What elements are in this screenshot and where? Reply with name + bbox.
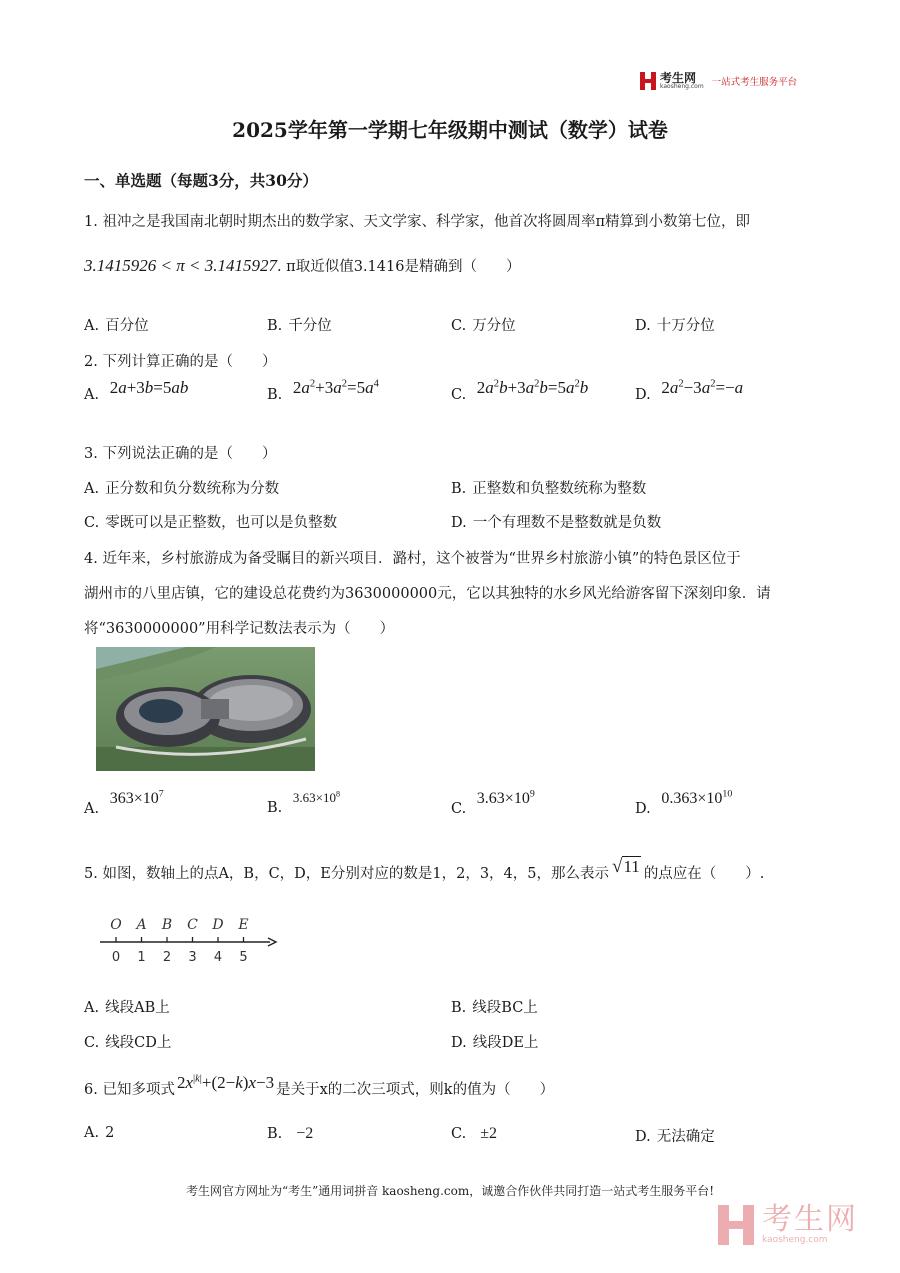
q4-option-a[interactable]: A. $363\times 10^7$ (84, 788, 164, 817)
q6-option-a[interactable]: A. 2 (84, 1125, 115, 1141)
q3-option-c[interactable]: C. 零既可以是正整数，也可以是负整数 (84, 515, 338, 531)
q1-option-a[interactable]: A. 百分位 (84, 318, 149, 334)
axis-number-label: 2 (162, 950, 172, 965)
axis-point-letter: C (187, 917, 198, 933)
q2-option-d[interactable]: D. $2a^2-3a^2=-a$ (635, 378, 744, 403)
q1-text2: . π取近似值3.1416是精确到（ ） (276, 259, 521, 275)
q1-line2 (84, 255, 520, 276)
logo-tagline: 一站式考生服务平台 (711, 77, 798, 88)
axis-point-letter: D (212, 917, 224, 933)
q2-text: 2. 下列计算正确的是（ ） (84, 354, 277, 370)
page-title: 2025学年第一学期七年级期中测试（数学）试卷 (232, 118, 668, 142)
q3-option-a[interactable]: A. 正分数和负分数统称为分数 (84, 481, 280, 497)
axis-point-letter: E (238, 917, 249, 933)
q1-text: 1. 祖冲之是我国南北朝时期杰出的数学家、天文学家、科学家，他首次将圆周率π精算到小数第七位，即 (84, 214, 750, 230)
q4-option-d[interactable]: D. $0.363\times 10^{10}$ (635, 788, 733, 817)
watermark (718, 1202, 858, 1245)
q1-math: 3.1415926 < π < 3.1415927 (84, 256, 277, 275)
axis-number-label: 5 (239, 950, 248, 965)
q5-option-d[interactable]: D. 线段DE上 (451, 1035, 539, 1051)
kaosheng-logo-icon (640, 72, 656, 90)
q5-text: 5. 如图，数轴上的点A，B，C，D，E分别对应的数是1，2，3，4，5，那么表示 √11 的点应在（ ）. (84, 856, 765, 882)
q1-option-c[interactable]: C. 万分位 (451, 318, 516, 334)
logo-name: 考生网 (660, 71, 697, 85)
watermark-domain: kaosheng.com (762, 1235, 828, 1245)
q1-option-b[interactable]: B. 千分位 (267, 318, 332, 334)
q6-text: 6. 已知多项式 $2x^{|k|}+(2-k)x-3$ 是关于x的二次三项式，则k的值为（ ） (84, 1073, 555, 1098)
axis-point-letter: O (110, 917, 122, 933)
q2-option-b[interactable]: B. $2a^2+3a^2=5a^4$ (267, 378, 379, 403)
q4-line1: 4. 近年来，乡村旅游成为备受瞩目的新兴项目．潞村，这个被誉为“世界乡村旅游小镇”的特色景区位于 (84, 551, 741, 567)
logo-domain: kaosheng.com (660, 83, 704, 90)
q1-option-d[interactable]: D. 十万分位 (635, 318, 715, 334)
axis-number-label: 3 (188, 950, 197, 965)
q4-option-c[interactable]: C. $3.63\times 10^9$ (451, 788, 535, 817)
q6-option-b[interactable]: B. −2 (267, 1125, 314, 1142)
number-line (96, 910, 286, 970)
aerial-photo (96, 647, 315, 771)
header-logo (640, 72, 797, 90)
q4-line3: 将“3630000000”用科学记数法表示为（ ） (84, 621, 395, 637)
q5-option-b[interactable]: B. 线段BC上 (451, 1000, 538, 1016)
q3-option-d[interactable]: D. 一个有理数不是整数就是负数 (451, 515, 662, 531)
q5-radicand: 11 (623, 857, 640, 876)
axis-point-letter: A (136, 917, 147, 933)
q4-line2: 湖州市的八里店镇，它的建设总花费约为3630000000元，它以其独特的水乡风光给游客留下深刻印象．请 (84, 586, 771, 602)
q6-option-d[interactable]: D. 无法确定 (635, 1129, 715, 1145)
axis-number-label: 1 (137, 950, 146, 965)
q3-option-b[interactable]: B. 正整数和负整数统称为整数 (451, 481, 647, 497)
watermark-text: 考生网 (762, 1202, 858, 1237)
axis-point-letter: B (161, 917, 173, 933)
q4-option-b[interactable]: B. $3.63\times 10^8$ (267, 789, 340, 816)
axis-number-label: 4 (213, 950, 223, 965)
q6-option-c[interactable]: C. ±2 (451, 1125, 497, 1142)
q5-option-c[interactable]: C. 线段CD上 (84, 1035, 172, 1051)
watermark-logo-icon (718, 1205, 754, 1245)
q3-text: 3. 下列说法正确的是（ ） (84, 446, 277, 462)
footer-text: 考生网官方网址为“考生”通用词拼音 kaosheng.com，诚邀合作伙伴共同打造一站式考生服务平台! (185, 1184, 715, 1198)
axis-number-label: 0 (111, 950, 121, 965)
section-heading: 一、单选题（每题3分，共30分） (84, 171, 318, 190)
q5-option-a[interactable]: A. 线段AB上 (84, 1000, 170, 1016)
q2-option-c[interactable]: C. $2a^2b+3a^2b=5a^2b$ (451, 378, 589, 403)
q2-option-a[interactable]: A. 2a+3b=5ab (84, 378, 189, 403)
